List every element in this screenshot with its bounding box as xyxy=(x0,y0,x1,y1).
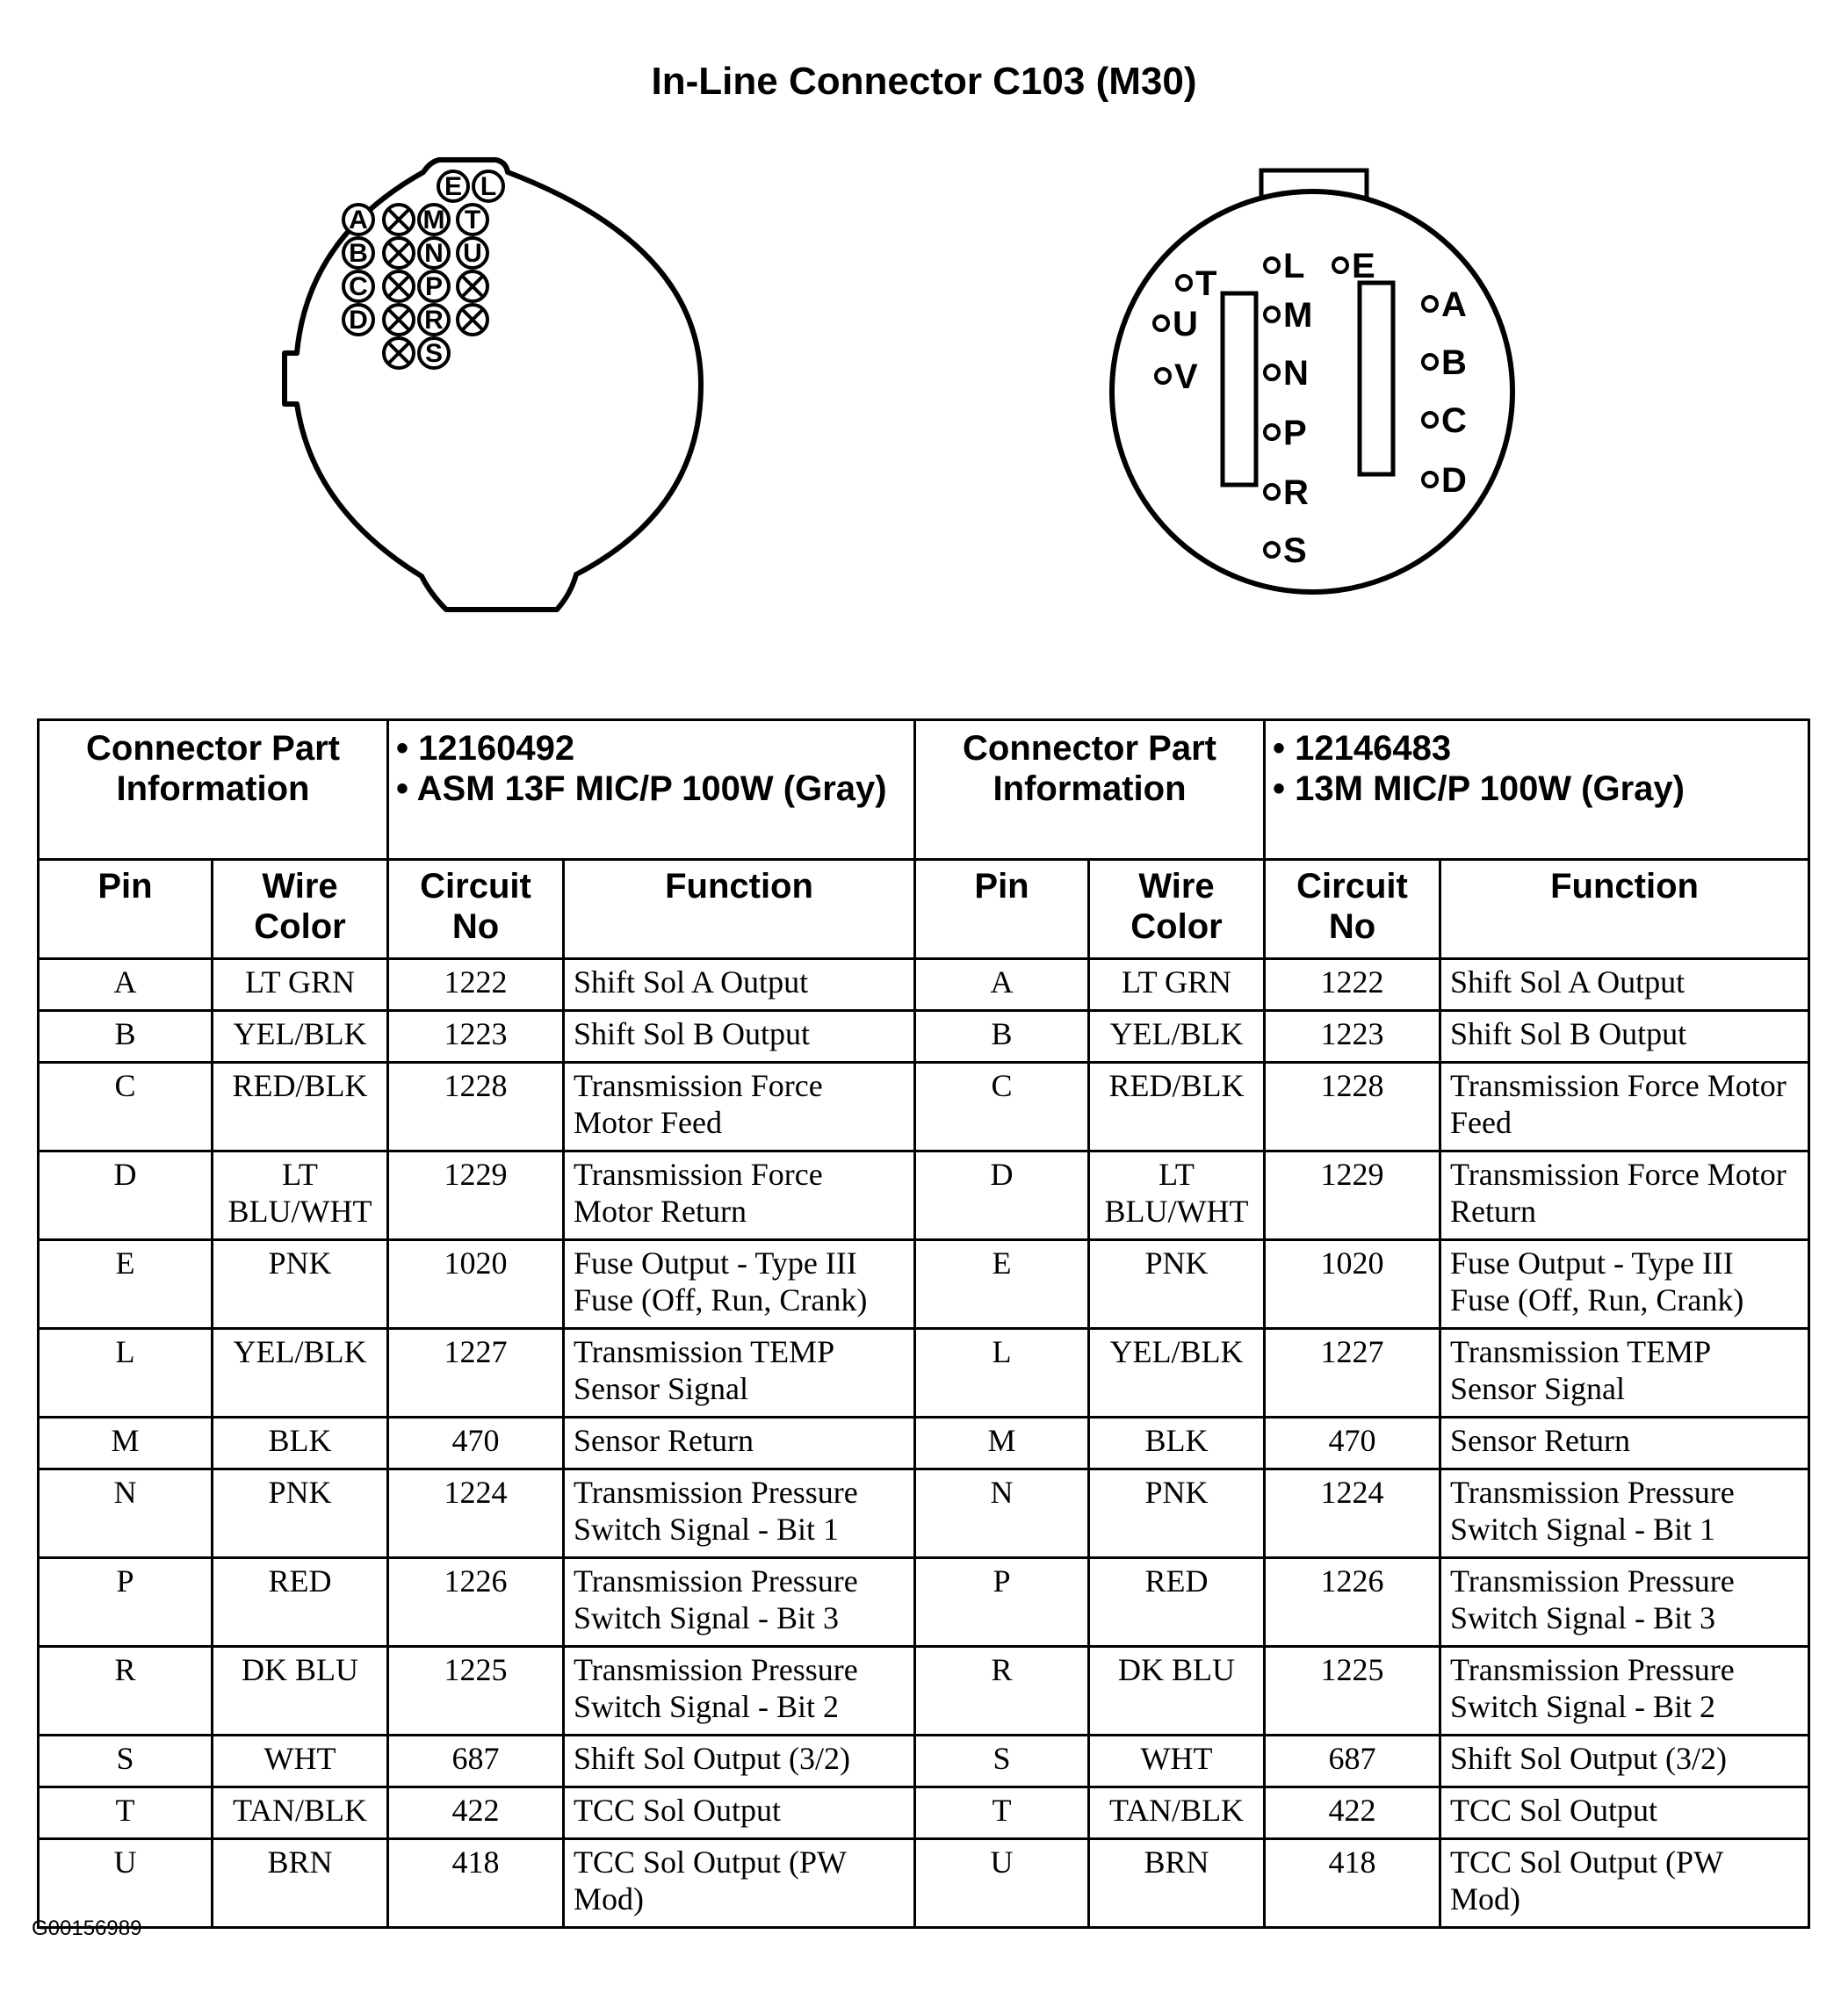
table-row xyxy=(39,1647,1809,1736)
pin-cell: D xyxy=(39,1151,213,1240)
wire-color-cell: LT BLU/WHT xyxy=(1089,1151,1265,1240)
pin-cell: D xyxy=(915,1151,1089,1240)
unused-cavity-icon xyxy=(384,271,414,301)
pin-cell: R xyxy=(39,1647,213,1736)
circuit-cell: 1227 xyxy=(388,1329,564,1418)
function-cell: TCC Sol Output (PW Mod) xyxy=(564,1839,915,1928)
function-cell: Transmission Pressure Switch Signal - Bit 3 xyxy=(564,1558,915,1647)
function-cell: Sensor Return xyxy=(564,1418,915,1469)
function-cell: TCC Sol Output xyxy=(1440,1787,1809,1839)
wire-color-cell: PNK xyxy=(1089,1240,1265,1329)
wire-color-cell: RED/BLK xyxy=(213,1063,388,1151)
right-part-description: • 13M MIC/P 100W (Gray) xyxy=(1273,769,1685,808)
pin-cell: L xyxy=(39,1329,213,1418)
unused-cavity-icon xyxy=(384,338,414,368)
pin-p xyxy=(419,271,449,301)
pin-cell: P xyxy=(915,1558,1089,1647)
table-row xyxy=(39,1240,1809,1329)
pin-label: U xyxy=(463,239,482,268)
wire-color-cell: BLK xyxy=(1089,1418,1265,1469)
table-row xyxy=(39,1736,1809,1787)
unused-cavity-icon xyxy=(458,305,487,335)
pin-b xyxy=(343,238,373,268)
pin-cell: C xyxy=(39,1063,213,1151)
wire-color-cell: RED xyxy=(1089,1558,1265,1647)
table-row xyxy=(39,1063,1809,1151)
terminal-label: R xyxy=(1283,473,1309,512)
pin-cell: S xyxy=(915,1736,1089,1787)
wire-color-cell: DK BLU xyxy=(1089,1647,1265,1736)
function-cell: Transmission Force Motor Return xyxy=(1440,1151,1809,1240)
terminal-label: B xyxy=(1441,343,1467,382)
table-row xyxy=(39,1469,1809,1558)
table-row xyxy=(39,1329,1809,1418)
circuit-cell: 1225 xyxy=(1265,1647,1440,1736)
pin-m xyxy=(419,205,449,235)
right-connector-diagram xyxy=(1108,167,1530,606)
pin-cell: B xyxy=(915,1011,1089,1063)
pin-label: M xyxy=(422,206,445,235)
pin-cell: E xyxy=(39,1240,213,1329)
circuit-cell: 1222 xyxy=(1265,959,1440,1011)
pin-a xyxy=(343,205,373,235)
wire-color-cell: WHT xyxy=(213,1736,388,1787)
wire-color-cell: LT GRN xyxy=(1089,959,1265,1011)
circuit-cell: 1228 xyxy=(1265,1063,1440,1151)
function-cell: Shift Sol B Output xyxy=(1440,1011,1809,1063)
function-cell: Transmission Pressure Switch Signal - Bit 3 xyxy=(1440,1558,1809,1647)
col-header-circuit-no: Circuit No xyxy=(1265,860,1440,959)
pin-cell: M xyxy=(915,1418,1089,1469)
circuit-cell: 418 xyxy=(388,1839,564,1928)
pin-label: R xyxy=(424,306,444,335)
circuit-cell: 1222 xyxy=(388,959,564,1011)
function-cell: Fuse Output - Type III Fuse (Off, Run, Crank) xyxy=(1440,1240,1809,1329)
unused-cavity-icon xyxy=(384,205,414,235)
pin-label: A xyxy=(349,206,368,235)
pin-t xyxy=(458,205,487,235)
terminal-label: S xyxy=(1283,531,1307,570)
pin-c xyxy=(343,271,373,301)
left-info-items xyxy=(388,720,915,860)
table-row xyxy=(39,1787,1809,1839)
function-cell: TCC Sol Output xyxy=(564,1787,915,1839)
right-info-label: Connector Part Information xyxy=(915,720,1265,860)
circuit-cell: 1020 xyxy=(388,1240,564,1329)
pin-cell: E xyxy=(915,1240,1089,1329)
wire-color-cell: RED/BLK xyxy=(1089,1063,1265,1151)
pinout-table xyxy=(37,718,1810,1929)
pin-d xyxy=(343,305,373,335)
table-row xyxy=(39,959,1809,1011)
terminal-label: P xyxy=(1283,414,1307,452)
terminal-label: N xyxy=(1283,354,1309,393)
wire-color-cell: PNK xyxy=(1089,1469,1265,1558)
table-row xyxy=(39,1418,1809,1469)
circuit-cell: 422 xyxy=(1265,1787,1440,1839)
left-part-number: • 12160492 xyxy=(396,729,575,768)
wire-color-cell: BRN xyxy=(1089,1839,1265,1928)
function-cell: Transmission Pressure Switch Signal - Bit 1 xyxy=(1440,1469,1809,1558)
pin-cell: S xyxy=(39,1736,213,1787)
function-cell: Sensor Return xyxy=(1440,1418,1809,1469)
circuit-cell: 687 xyxy=(388,1736,564,1787)
pin-e xyxy=(438,171,468,201)
function-cell: Transmission Force Motor Return xyxy=(564,1151,915,1240)
pin-r xyxy=(419,305,449,335)
pin-label: S xyxy=(424,339,444,368)
connector-info-row xyxy=(39,720,1809,860)
pin-label: N xyxy=(424,239,444,268)
wire-color-cell: YEL/BLK xyxy=(1089,1011,1265,1063)
pin-cell: A xyxy=(39,959,213,1011)
terminal-label: D xyxy=(1441,461,1467,500)
circuit-cell: 1223 xyxy=(1265,1011,1440,1063)
wire-color-cell: TAN/BLK xyxy=(213,1787,388,1839)
wire-color-cell: DK BLU xyxy=(213,1647,388,1736)
pin-cell: C xyxy=(915,1063,1089,1151)
pin-cell: N xyxy=(915,1469,1089,1558)
pin-cell: P xyxy=(39,1558,213,1647)
function-cell: Transmission Force Motor Feed xyxy=(564,1063,915,1151)
col-header-function: Function xyxy=(564,860,915,959)
table-row xyxy=(39,1839,1809,1928)
terminal-label: L xyxy=(1283,247,1305,285)
pin-label: D xyxy=(349,306,368,335)
wire-color-cell: LT BLU/WHT xyxy=(213,1151,388,1240)
terminal-label: V xyxy=(1174,357,1198,396)
circuit-cell: 470 xyxy=(388,1418,564,1469)
circuit-cell: 470 xyxy=(1265,1418,1440,1469)
circuit-cell: 1229 xyxy=(1265,1151,1440,1240)
wire-color-cell: LT GRN xyxy=(213,959,388,1011)
circuit-cell: 422 xyxy=(388,1787,564,1839)
pin-cell: B xyxy=(39,1011,213,1063)
pin-cell: R xyxy=(915,1647,1089,1736)
circuit-cell: 1020 xyxy=(1265,1240,1440,1329)
table-row xyxy=(39,1558,1809,1647)
wire-color-cell: TAN/BLK xyxy=(1089,1787,1265,1839)
terminal-label: A xyxy=(1441,285,1467,324)
pin-label: E xyxy=(444,172,463,201)
pin-label: L xyxy=(480,172,497,201)
function-cell: Transmission TEMP Sensor Signal xyxy=(564,1329,915,1418)
pin-cell: M xyxy=(39,1418,213,1469)
right-part-number: • 12146483 xyxy=(1273,729,1452,768)
right-terminal-bar xyxy=(1360,283,1393,474)
function-cell: Transmission Pressure Switch Signal - Bit 1 xyxy=(564,1469,915,1558)
wire-color-cell: YEL/BLK xyxy=(1089,1329,1265,1418)
function-cell: Shift Sol Output (3/2) xyxy=(564,1736,915,1787)
circuit-cell: 1228 xyxy=(388,1063,564,1151)
col-header-circuit-no: Circuit No xyxy=(388,860,564,959)
pin-s xyxy=(419,338,449,368)
terminal-label: T xyxy=(1195,264,1217,303)
circuit-cell: 1226 xyxy=(1265,1558,1440,1647)
pin-cell: N xyxy=(39,1469,213,1558)
pin-label: T xyxy=(464,206,481,235)
col-header-pin: Pin xyxy=(39,860,213,959)
wire-color-cell: PNK xyxy=(213,1240,388,1329)
col-header-pin: Pin xyxy=(915,860,1089,959)
left-info-label: Connector Part Information xyxy=(39,720,388,860)
wire-color-cell: BLK xyxy=(213,1418,388,1469)
pin-cell: A xyxy=(915,959,1089,1011)
wire-color-cell: YEL/BLK xyxy=(213,1329,388,1418)
pin-n xyxy=(419,238,449,268)
wire-color-cell: PNK xyxy=(213,1469,388,1558)
circuit-cell: 1226 xyxy=(388,1558,564,1647)
table-row xyxy=(39,1011,1809,1063)
left-terminal-bar xyxy=(1223,293,1256,485)
right-info-items xyxy=(1265,720,1809,860)
unused-cavity-icon xyxy=(458,271,487,301)
circuit-cell: 1229 xyxy=(388,1151,564,1240)
circuit-cell: 1223 xyxy=(388,1011,564,1063)
col-header-function: Function xyxy=(1440,860,1809,959)
circuit-cell: 1224 xyxy=(388,1469,564,1558)
terminal-label: M xyxy=(1283,296,1313,335)
col-header-wire-color: Wire Color xyxy=(213,860,388,959)
circuit-cell: 1224 xyxy=(1265,1469,1440,1558)
unused-cavity-icon xyxy=(384,238,414,268)
pin-u xyxy=(458,238,487,268)
wire-color-cell: WHT xyxy=(1089,1736,1265,1787)
function-cell: Shift Sol A Output xyxy=(1440,959,1809,1011)
wire-color-cell: RED xyxy=(213,1558,388,1647)
function-cell: Transmission Pressure Switch Signal - Bit 2 xyxy=(1440,1647,1809,1736)
column-header-row xyxy=(39,860,1809,959)
pin-cell: T xyxy=(39,1787,213,1839)
unused-cavity-icon xyxy=(384,305,414,335)
left-part-description: • ASM 13F MIC/P 100W (Gray) xyxy=(396,769,887,808)
table-row xyxy=(39,1151,1809,1240)
left-connector-diagram xyxy=(281,149,720,624)
function-cell: Transmission Force Motor Feed xyxy=(1440,1063,1809,1151)
function-cell: Shift Sol Output (3/2) xyxy=(1440,1736,1809,1787)
figure-code: G00156989 xyxy=(32,1917,142,1940)
pin-label: C xyxy=(349,272,368,301)
circuit-cell: 418 xyxy=(1265,1839,1440,1928)
terminal-label: E xyxy=(1352,247,1375,285)
terminal-label: U xyxy=(1173,305,1198,343)
col-header-wire-color: Wire Color xyxy=(1089,860,1265,959)
wire-color-cell: BRN xyxy=(213,1839,388,1928)
function-cell: Shift Sol A Output xyxy=(564,959,915,1011)
pin-label: B xyxy=(349,239,368,268)
pin-cell: L xyxy=(915,1329,1089,1418)
pin-cell: U xyxy=(915,1839,1089,1928)
function-cell: Transmission TEMP Sensor Signal xyxy=(1440,1329,1809,1418)
diagram-title: In-Line Connector C103 (M30) xyxy=(651,60,1197,103)
circuit-cell: 1227 xyxy=(1265,1329,1440,1418)
pin-cell: T xyxy=(915,1787,1089,1839)
pin-l xyxy=(473,171,503,201)
function-cell: Transmission Pressure Switch Signal - Bit 2 xyxy=(564,1647,915,1736)
circuit-cell: 1225 xyxy=(388,1647,564,1736)
pin-cell: U xyxy=(39,1839,213,1928)
wire-color-cell: YEL/BLK xyxy=(213,1011,388,1063)
function-cell: Fuse Output - Type III Fuse (Off, Run, Crank) xyxy=(564,1240,915,1329)
function-cell: Shift Sol B Output xyxy=(564,1011,915,1063)
function-cell: TCC Sol Output (PW Mod) xyxy=(1440,1839,1809,1928)
circuit-cell: 687 xyxy=(1265,1736,1440,1787)
terminal-label: C xyxy=(1441,401,1467,440)
right-connector-housing xyxy=(1112,191,1512,592)
pin-label: P xyxy=(424,272,444,301)
